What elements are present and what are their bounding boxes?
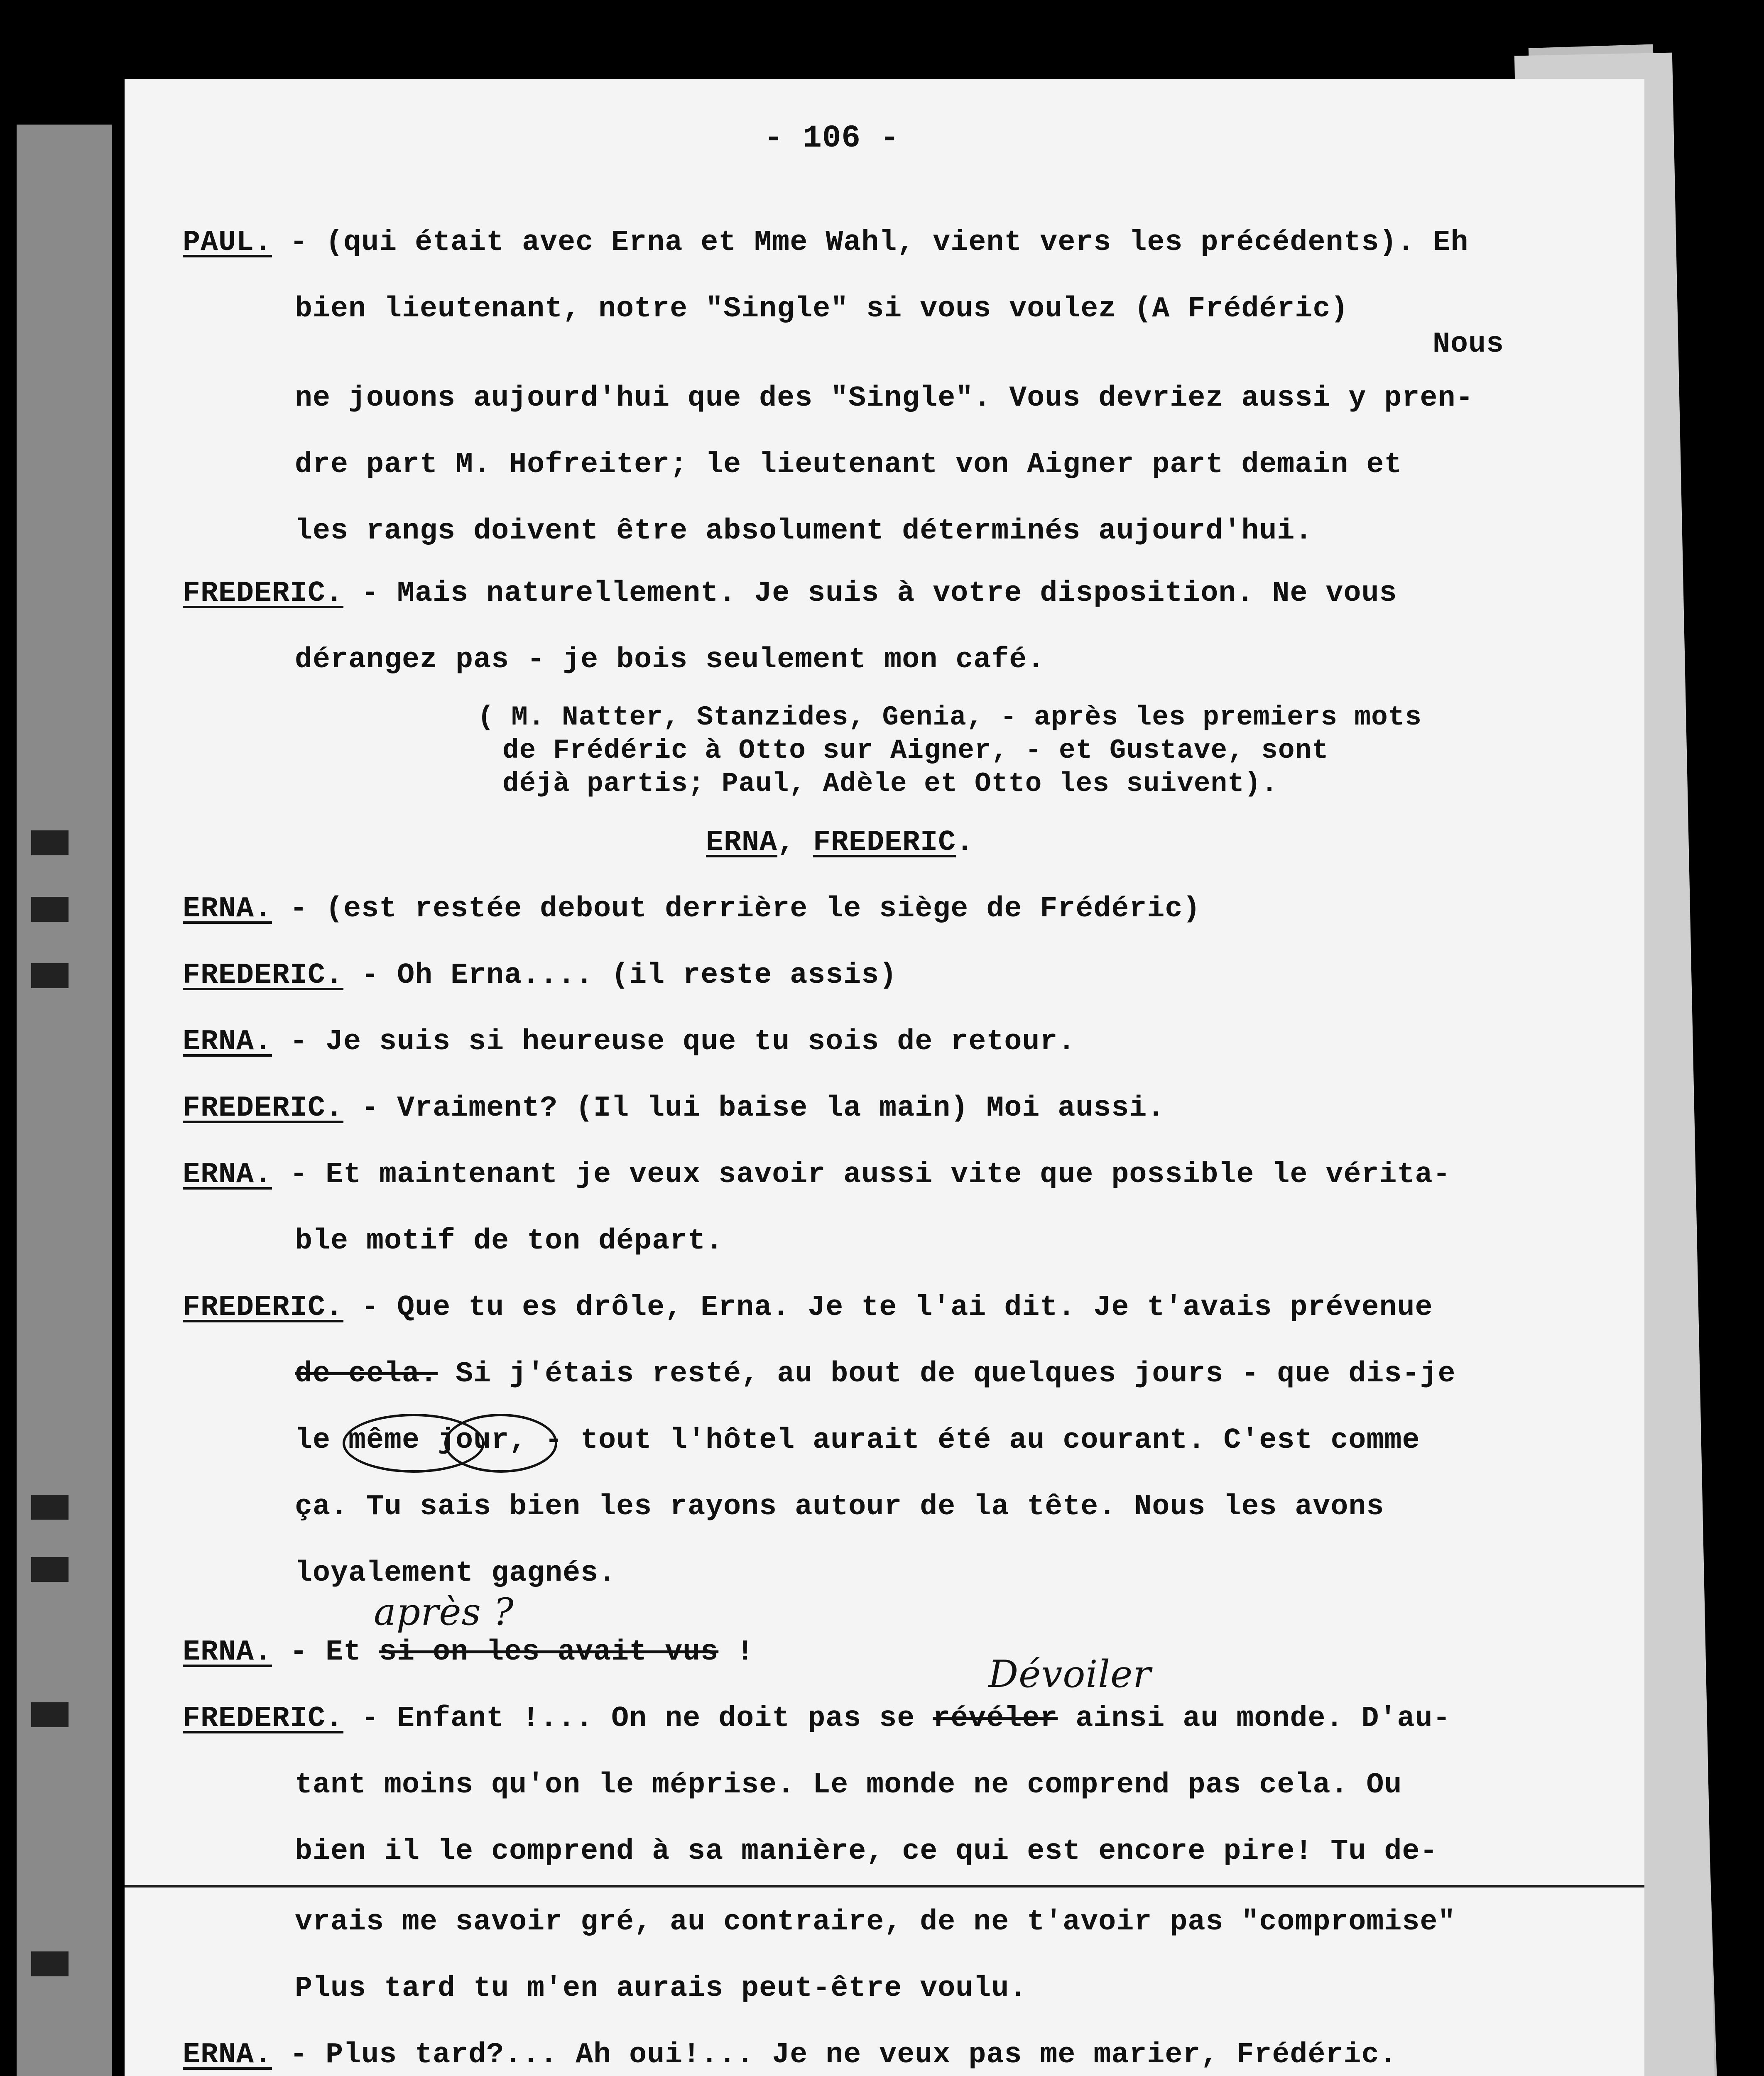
dialogue-line: FREDERIC. - Oh Erna.... (il reste assis)	[183, 959, 897, 992]
dialogue-line: dre part M. Hofreiter; le lieutenant von Aigner part demain et	[295, 448, 1402, 481]
handwritten-correction: Dévoiler	[988, 1652, 1152, 1696]
stage-direction: ( M. Natter, Stanzides, Genia, - après les premiers mots	[478, 702, 1422, 733]
dialogue-line: ble motif de ton départ.	[295, 1225, 724, 1258]
dialogue-line: PAUL. - (qui était avec Erna et Mme Wahl, vient vers les précédents). Eh	[183, 226, 1469, 259]
dialogue-line: bien il le comprend à sa manière, ce qui est encore pire! Tu de-	[295, 1835, 1438, 1868]
typescript-page	[125, 79, 1644, 2076]
speaker-name: FREDERIC.	[183, 1291, 344, 1324]
stage-direction: de Frédéric à Otto sur Aigner, - et Gustave, sont	[502, 735, 1329, 766]
dialogue-line: FREDERIC. - Vraiment? (Il lui baise la main) Moi aussi.	[183, 1092, 1165, 1125]
dialogue-line: ça. Tu sais bien les rayons autour de la tête. Nous les avons	[295, 1491, 1384, 1523]
speaker-name: FREDERIC.	[183, 1092, 344, 1125]
dialogue-line: ERNA. - Et maintenant je veux savoir aussi vite que possible le vérita-	[183, 1158, 1451, 1191]
speaker-name: ERNA.	[183, 1026, 272, 1058]
dialogue-line: Nous	[1433, 328, 1504, 361]
dialogue-line: FREDERIC. - Que tu es drôle, Erna. Je te l'ai dit. Je t'avais prévenue	[183, 1291, 1433, 1324]
struck-text: révéler	[933, 1702, 1058, 1735]
handwritten-circle	[444, 1414, 557, 1473]
dialogue-line: vrais me savoir gré, au contraire, de ne t'avoir pas "compromise"	[295, 1906, 1456, 1939]
struck-text: de cela.	[295, 1358, 438, 1391]
paper-fold-line	[125, 1885, 1644, 1887]
scene-heading: ERNA, FREDERIC.	[706, 826, 974, 859]
left-adjacent-page-strip	[17, 125, 112, 2076]
dialogue-line: ERNA. - Et si on les avait vus !	[183, 1636, 755, 1669]
dialogue-line: de cela. Si j'étais resté, au bout de quelques jours - que dis-je	[295, 1358, 1456, 1391]
dialogue-line: Plus tard tu m'en aurais peut-être voulu.	[295, 1972, 1027, 2005]
dialogue-line: loyalement gagnés.	[295, 1557, 617, 1590]
dialogue-line: ERNA. - (est restée debout derrière le siège de Frédéric)	[183, 893, 1201, 925]
dialogue-line: bien lieutenant, notre "Single" si vous voulez (A Frédéric)	[295, 293, 1349, 326]
handwritten-correction: après ?	[374, 1590, 514, 1634]
speaker-name: ERNA.	[183, 893, 272, 925]
speaker-name: PAUL.	[183, 226, 272, 259]
dialogue-line: ERNA. - Plus tard?... Ah oui!... Je ne veux pas me marier, Frédéric.	[183, 2039, 1397, 2071]
speaker-name: ERNA.	[183, 1636, 272, 1669]
circled-word: jour	[438, 1424, 510, 1457]
dialogue-line: ne jouons aujourd'hui que des "Single". Vous devriez aussi y pren-	[295, 382, 1474, 415]
circled-word: même	[348, 1424, 420, 1457]
dialogue-line: le même jour, - tout l'hôtel aurait été au courant. C'est comme	[295, 1424, 1420, 1457]
speaker-name: ERNA.	[183, 1158, 272, 1191]
dialogue-line: FREDERIC. - Enfant !... On ne doit pas se révéler ainsi au monde. D'au-	[183, 1702, 1451, 1735]
dialogue-line: dérangez pas - je bois seulement mon café.	[295, 644, 1045, 676]
struck-text: si on les avait vus	[379, 1636, 719, 1669]
speaker-name: FREDERIC.	[183, 577, 344, 610]
stage-direction: déjà partis; Paul, Adèle et Otto les suivent).	[502, 768, 1278, 799]
speaker-name: FREDERIC.	[183, 1702, 344, 1735]
speaker-name: ERNA.	[183, 2039, 272, 2071]
dialogue-line: les rangs doivent être absolument déterminés aujourd'hui.	[295, 515, 1313, 548]
dialogue-line: FREDERIC. - Mais naturellement. Je suis à votre disposition. Ne vous	[183, 577, 1397, 610]
dialogue-line: ERNA. - Je suis si heureuse que tu sois de retour.	[183, 1026, 1076, 1058]
speaker-name: FREDERIC.	[183, 959, 344, 992]
page-number: - 106 -	[764, 120, 900, 156]
dialogue-line: tant moins qu'on le méprise. Le monde ne comprend pas cela. Ou	[295, 1769, 1402, 1802]
